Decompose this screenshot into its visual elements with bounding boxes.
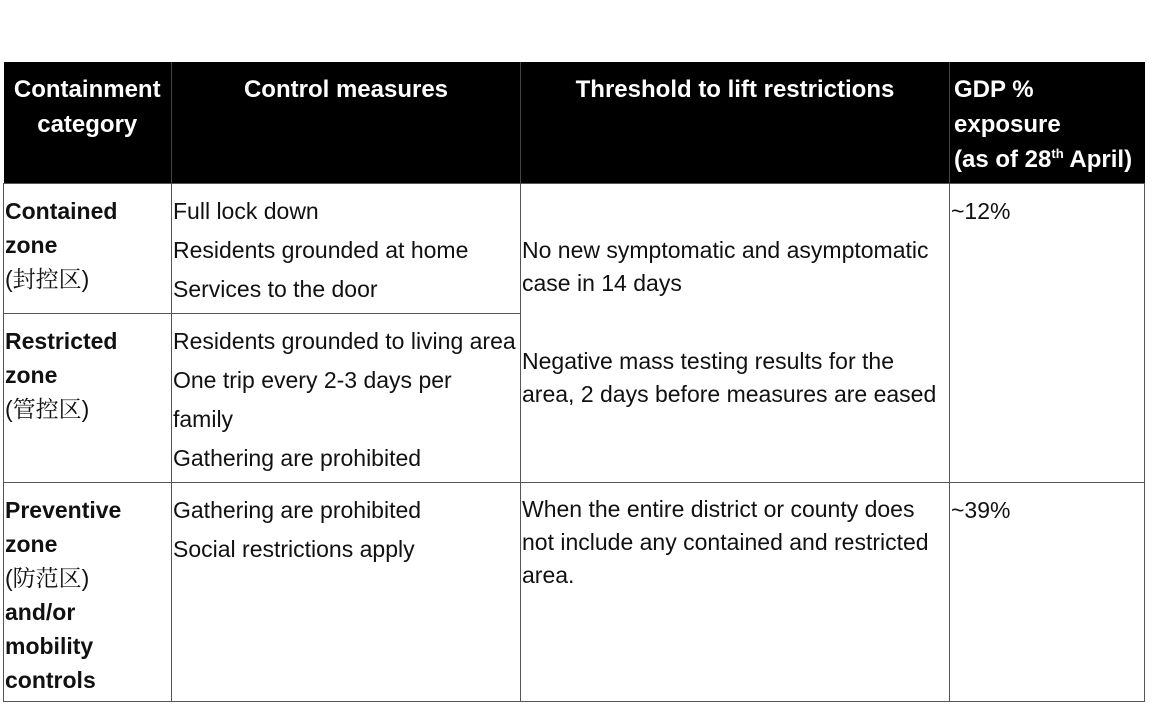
containment-table [3, 62, 1145, 702]
measures-cell [172, 483, 521, 702]
table-row [4, 184, 1145, 314]
header-gdp-line1: GDP % exposure [954, 76, 1061, 138]
category-chinese: (防范区) [5, 565, 90, 591]
table-row [4, 483, 1145, 702]
measure-item: Social restrictions apply [173, 536, 415, 562]
header-gdp-line2 [954, 142, 1139, 177]
measure-item: Residents grounded to living area [173, 328, 516, 354]
category-label: zone [5, 531, 58, 557]
threshold-text: No new symptomatic and asymptomatic case in 14 days [522, 237, 929, 296]
measure-item: Gathering are prohibited [173, 497, 422, 523]
category-chinese: (管控区) [5, 396, 90, 422]
category-label: zone [5, 232, 58, 258]
measure-item: One trip every 2-3 days per family [173, 367, 452, 432]
measures-cell [172, 314, 521, 483]
measure-item: Residents grounded at home [173, 237, 469, 263]
category-label: Contained [5, 198, 118, 224]
category-label: and/or mobility [5, 599, 94, 659]
gdp-cell: ~39% [950, 483, 1145, 702]
header-category: Containment category [4, 62, 172, 184]
category-label: Preventive [5, 497, 122, 523]
threshold-cell [521, 184, 950, 483]
measure-item: Gathering are prohibited [173, 445, 422, 471]
header-gdp-date-sup: th [1051, 146, 1064, 161]
gdp-cell: ~12% [950, 184, 1145, 483]
header-gdp-date-pre: (as of 28 [954, 146, 1052, 173]
category-cell [4, 314, 172, 483]
category-label: controls [5, 667, 96, 693]
threshold-cell [521, 483, 950, 702]
header-measures: Control measures [172, 62, 521, 184]
header-gdp-date-post: April) [1063, 146, 1133, 173]
category-cell [4, 483, 172, 702]
category-chinese: (封控区) [5, 266, 90, 292]
measure-item: Full lock down [173, 198, 319, 224]
category-cell [4, 184, 172, 314]
measures-cell [172, 184, 521, 314]
threshold-text: Negative mass testing results for the area, 2 days before measures are eased [522, 348, 937, 407]
measure-item: Services to the door [173, 276, 378, 302]
header-gdp [950, 62, 1145, 184]
category-label: zone [5, 362, 58, 388]
threshold-text: When the entire district or county does not include any contained and restricted area. [522, 496, 929, 588]
header-row [4, 62, 1145, 184]
header-threshold: Threshold to lift restrictions [521, 62, 950, 184]
category-label: Restricted [5, 328, 118, 354]
